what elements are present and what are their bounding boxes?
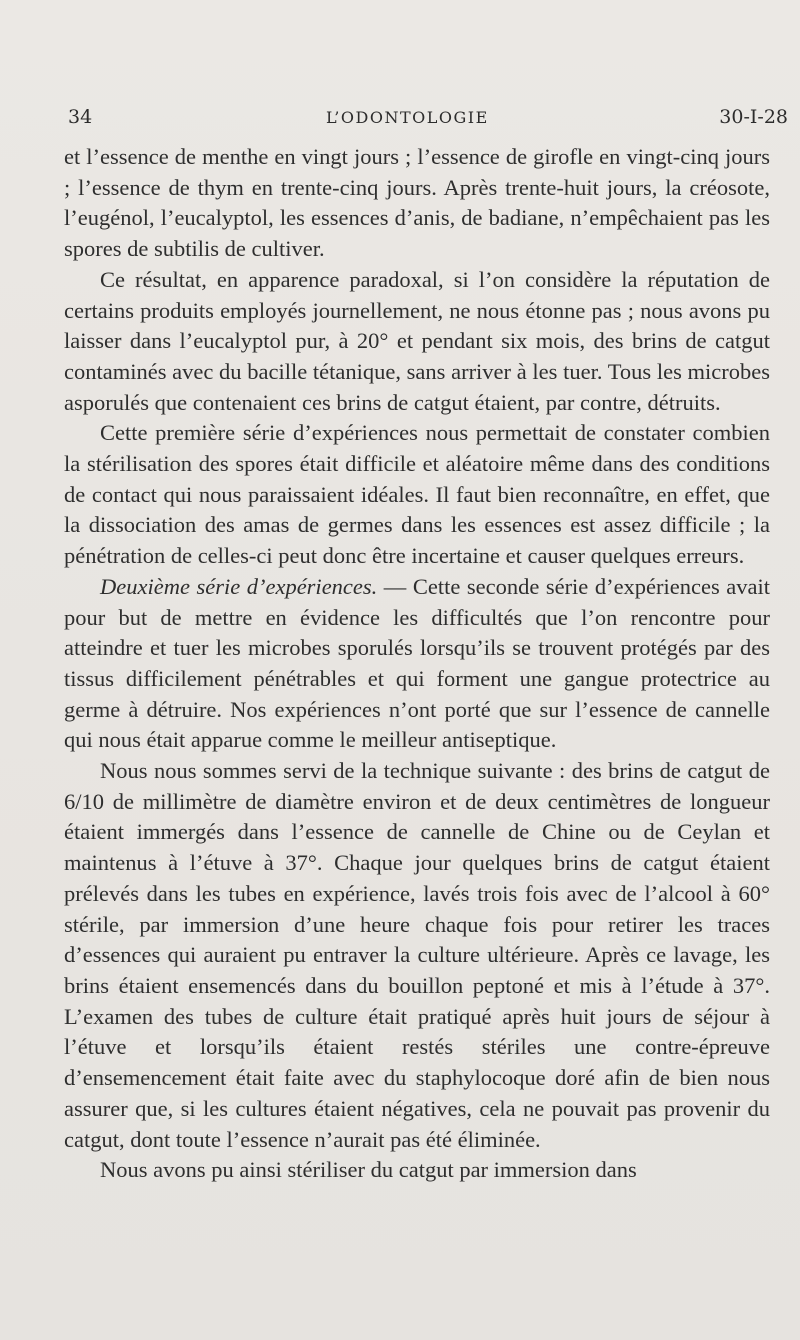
paragraph: Nous nous sommes servi de la technique suivante : des brins de catgut de 6/10 de millimètre de diamètre environ et de deux centimètres de longueur étaient immergés dans l’essence de cannelle de Chine ou de Ceylan et maintenus à l’étuve à 37°. Chaque jour quelques brins de catgut étaient prélevés dans les tubes en expérience, lavés trois fois avec de l’alcool à 60° stérile, par immersion d’une heure chaque fois pour retirer les traces d’essences qui auraient pu entraver la culture ultérieure. Après ce lavage, les brins étaient ensemencés dans du bouillon peptoné et mis à l’étude à 37°. L’examen des tubes de culture était pratiqué après huit jours de séjour à l’étuve et lorsqu’ils étaient restés stériles une contre-épreuve d’ensemencement était faite avec du staphylocoque doré afin de bien nous assurer que, si les cultures étaient négatives, cela ne pouvait pas provenir du catgut, dont toute l’essence n’aurait pas été éliminée. — [64, 758, 770, 1152]
issue-date: 30-I-28 — [719, 106, 788, 128]
paragraph: Cette première série d’expériences nous permettait de constater combien la stérilisation des spores était difficile et aléatoire même dans des conditions de contact qui nous paraissaient idéales. Il faut bien reconnaître, en effet, que la dissociation des amas de germes dans les essences est assez difficile ; la pénétration de celles-ci peut donc être incertaine et causer quelques erreurs. — [64, 420, 770, 569]
section-paragraph — [64, 572, 770, 756]
running-title: L’ODONTOLOGIE — [326, 108, 489, 127]
section-text: — Cette seconde série d’expériences avait pour but de mettre en évidence les difficultés que l’on rencontre pour atteindre et tuer les microbes sporulés lorsqu’ils se trouvent protégés par des tissus difficilement pénétrables et qui forment une gangue protectrice au germe à détruire. Nos expériences n’ont porté que sur l’essence de cannelle qui nous était apparue comme le meilleur antiseptique. — [64, 573, 770, 753]
paragraph-continued: et l’essence de menthe en vingt jours ; l’essence de girofle en vingt-cinq jours ; l’essence de thym en trente-cinq jours. Après trente-huit jours, la créosote, l’eugénol, l’eucalyptol, les essences d’anis, de badiane, n’empêchaient pas les spores de subtilis de cultiver. — [64, 144, 770, 262]
section-heading: Deuxième série d’expériences. — [100, 573, 378, 599]
page-number: 34 — [68, 106, 93, 128]
paragraph: Nous avons pu ainsi stériliser du catgut par immersion dans — [100, 1157, 637, 1183]
body-text — [64, 142, 770, 1186]
page-header — [68, 106, 788, 136]
paragraph: Ce résultat, en apparence paradoxal, si l’on considère la réputation de certains produits employés journellement, ne nous étonne pas ; nous avons pu laisser dans l’eucalyptol pur, à 20° et pendant six mois, des brins de catgut contaminés avec du bacille tétanique, sans arriver à les tuer. Tous les microbes asporulés que contenaient ces brins de catgut étaient, par contre, détruits. — [64, 266, 770, 415]
